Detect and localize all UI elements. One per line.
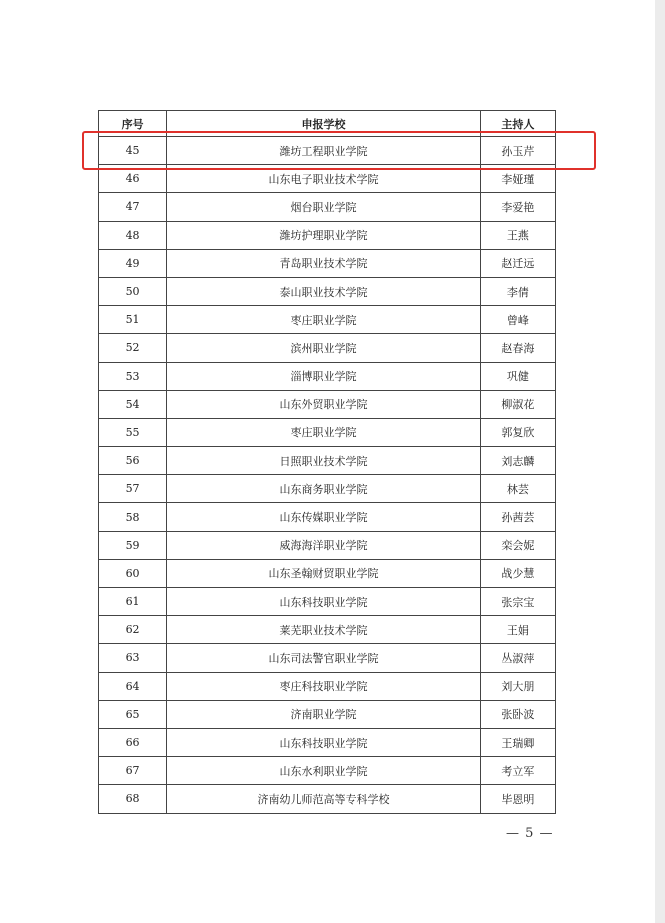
cell-number: 67 <box>99 757 167 785</box>
cell-number: 66 <box>99 728 167 756</box>
cell-number: 50 <box>99 277 167 305</box>
table-body <box>99 137 556 814</box>
table-row <box>99 616 556 644</box>
cell-school: 枣庄职业学院 <box>167 306 481 334</box>
cell-host: 李倩 <box>480 277 555 305</box>
cell-school: 山东外贸职业学院 <box>167 390 481 418</box>
cell-host: 巩健 <box>480 362 555 390</box>
cell-number: 63 <box>99 644 167 672</box>
cell-school: 济南幼儿师范高等专科学校 <box>167 785 481 813</box>
cell-host: 王燕 <box>480 221 555 249</box>
cell-number: 55 <box>99 418 167 446</box>
cell-number: 49 <box>99 249 167 277</box>
table-row <box>99 757 556 785</box>
cell-school: 淄博职业学院 <box>167 362 481 390</box>
table-row <box>99 362 556 390</box>
cell-school: 潍坊护理职业学院 <box>167 221 481 249</box>
cell-host: 刘志麟 <box>480 447 555 475</box>
cell-school: 山东圣翰财贸职业学院 <box>167 559 481 587</box>
cell-number: 68 <box>99 785 167 813</box>
cell-school: 潍坊工程职业学院 <box>167 137 481 165</box>
cell-school: 烟台职业学院 <box>167 193 481 221</box>
cell-host: 孙玉芹 <box>480 137 555 165</box>
cell-host: 考立军 <box>480 757 555 785</box>
cell-school: 山东商务职业学院 <box>167 475 481 503</box>
cell-school: 济南职业学院 <box>167 700 481 728</box>
cell-school: 山东科技职业学院 <box>167 728 481 756</box>
cell-host: 李娅瑾 <box>480 165 555 193</box>
cell-number: 56 <box>99 447 167 475</box>
cell-host: 栾会妮 <box>480 531 555 559</box>
table-row <box>99 644 556 672</box>
table-row <box>99 193 556 221</box>
cell-number: 60 <box>99 559 167 587</box>
highlight-box <box>82 131 596 170</box>
cell-host: 赵春海 <box>480 334 555 362</box>
table-row <box>99 418 556 446</box>
cell-number: 62 <box>99 616 167 644</box>
cell-school: 山东电子职业技术学院 <box>167 165 481 193</box>
cell-number: 57 <box>99 475 167 503</box>
header-school: 申报学校 <box>167 111 481 137</box>
table-row <box>99 672 556 700</box>
cell-host: 柳淑花 <box>480 390 555 418</box>
cell-number: 53 <box>99 362 167 390</box>
cell-number: 65 <box>99 700 167 728</box>
cell-school: 莱芜职业技术学院 <box>167 616 481 644</box>
table-row <box>99 221 556 249</box>
cell-school: 日照职业技术学院 <box>167 447 481 475</box>
cell-school: 山东司法警官职业学院 <box>167 644 481 672</box>
cell-host: 张宗宝 <box>480 588 555 616</box>
cell-host: 曾峰 <box>480 306 555 334</box>
cell-number: 52 <box>99 334 167 362</box>
cell-host: 战少慧 <box>480 559 555 587</box>
cell-host: 林芸 <box>480 475 555 503</box>
table-row <box>99 700 556 728</box>
table-row <box>99 447 556 475</box>
cell-host: 王瑞卿 <box>480 728 555 756</box>
table-row <box>99 277 556 305</box>
cell-school: 威海海洋职业学院 <box>167 531 481 559</box>
cell-number: 46 <box>99 165 167 193</box>
table-row <box>99 390 556 418</box>
cell-school: 青岛职业技术学院 <box>167 249 481 277</box>
cell-school: 枣庄科技职业学院 <box>167 672 481 700</box>
cell-school: 山东传媒职业学院 <box>167 503 481 531</box>
cell-host: 李爱艳 <box>480 193 555 221</box>
cell-number: 45 <box>99 137 167 165</box>
cell-host: 郭复欣 <box>480 418 555 446</box>
cell-number: 64 <box>99 672 167 700</box>
header-host: 主持人 <box>480 111 555 137</box>
page-number: — 5 — <box>506 826 554 841</box>
cell-school: 滨州职业学院 <box>167 334 481 362</box>
cell-number: 47 <box>99 193 167 221</box>
table-row <box>99 306 556 334</box>
cell-host: 张卧波 <box>480 700 555 728</box>
cell-host: 毕恩明 <box>480 785 555 813</box>
table-row <box>99 785 556 813</box>
table-row <box>99 334 556 362</box>
school-host-table <box>98 110 556 814</box>
cell-number: 59 <box>99 531 167 559</box>
table-row <box>99 249 556 277</box>
table-row <box>99 728 556 756</box>
cell-school: 枣庄职业学院 <box>167 418 481 446</box>
cell-school: 山东科技职业学院 <box>167 588 481 616</box>
cell-school: 山东水利职业学院 <box>167 757 481 785</box>
table-row <box>99 588 556 616</box>
cell-number: 51 <box>99 306 167 334</box>
cell-number: 54 <box>99 390 167 418</box>
cell-host: 刘大朋 <box>480 672 555 700</box>
cell-number: 48 <box>99 221 167 249</box>
cell-host: 赵迁远 <box>480 249 555 277</box>
table-row <box>99 559 556 587</box>
scrollbar-track[interactable] <box>655 0 665 923</box>
table-row <box>99 531 556 559</box>
header-number: 序号 <box>99 111 167 137</box>
cell-number: 58 <box>99 503 167 531</box>
cell-host: 王娟 <box>480 616 555 644</box>
table-row <box>99 475 556 503</box>
cell-number: 61 <box>99 588 167 616</box>
cell-host: 丛淑萍 <box>480 644 555 672</box>
cell-school: 泰山职业技术学院 <box>167 277 481 305</box>
table-row <box>99 503 556 531</box>
cell-host: 孙茜芸 <box>480 503 555 531</box>
